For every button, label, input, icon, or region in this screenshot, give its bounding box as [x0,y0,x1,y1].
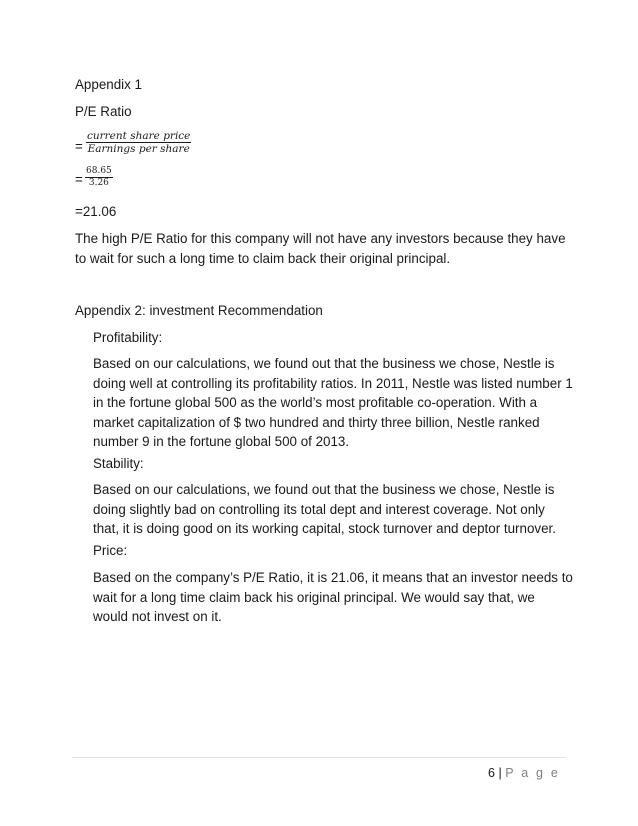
stability-title: Stability: [93,456,144,471]
page-word: P a g e [505,766,560,780]
formula-denominator: Earnings per share [87,143,190,155]
calc-equals-sign: = [75,172,83,187]
footer-divider [72,757,566,758]
formula-equals-sign: = [75,139,83,154]
price-title: Price: [93,543,128,558]
pe-formula-fraction [86,130,191,155]
pe-ratio-label: P/E Ratio [75,104,132,119]
appendix-2-heading: Appendix 2: investment Recommendation [75,303,323,318]
calc-numerator: 68.65 [86,166,112,176]
pe-conclusion: The high P/E Ratio for this company will not have any investors because they have to wait for such a long time to claim back their original principal. [75,231,566,266]
calc-denominator: 3.26 [88,178,109,188]
footer-separator: | [498,766,502,780]
appendix-1-heading: Appendix 1 [75,77,143,92]
stability-body: Based on our calculations, we found out that the business we chose, Nestle is doing slightly bad on controlling its total dept and interest coverage. Not only that, it is doing good on its working capital, stock turnover and deptor turnover. [93,482,556,536]
page-footer [488,765,560,781]
price-body: Based on the company’s P/E Ratio, it is 21.06, it means that an investor needs to wait for a long time claim back his original principal. We would say that, we would not invest on it. [93,570,573,624]
profitability-body: Based on our calculations, we found out that the business we chose, Nestle is doing well at controlling its profitability ratios. In 2011, Nestle was listed number 1 in the fortune global 500 as the world’s most profitable co-operation. With a market capitalization of $ two hundred and thirty three billion, Nestle ranked number 9 in the fortune global 500 of 2013. [93,356,573,449]
pe-result: =21.06 [75,204,117,219]
profitability-title: Profitability: [93,330,163,345]
pe-calc-fraction [85,166,113,189]
page-number: 6 [488,766,495,780]
formula-numerator: current share price [87,130,191,142]
